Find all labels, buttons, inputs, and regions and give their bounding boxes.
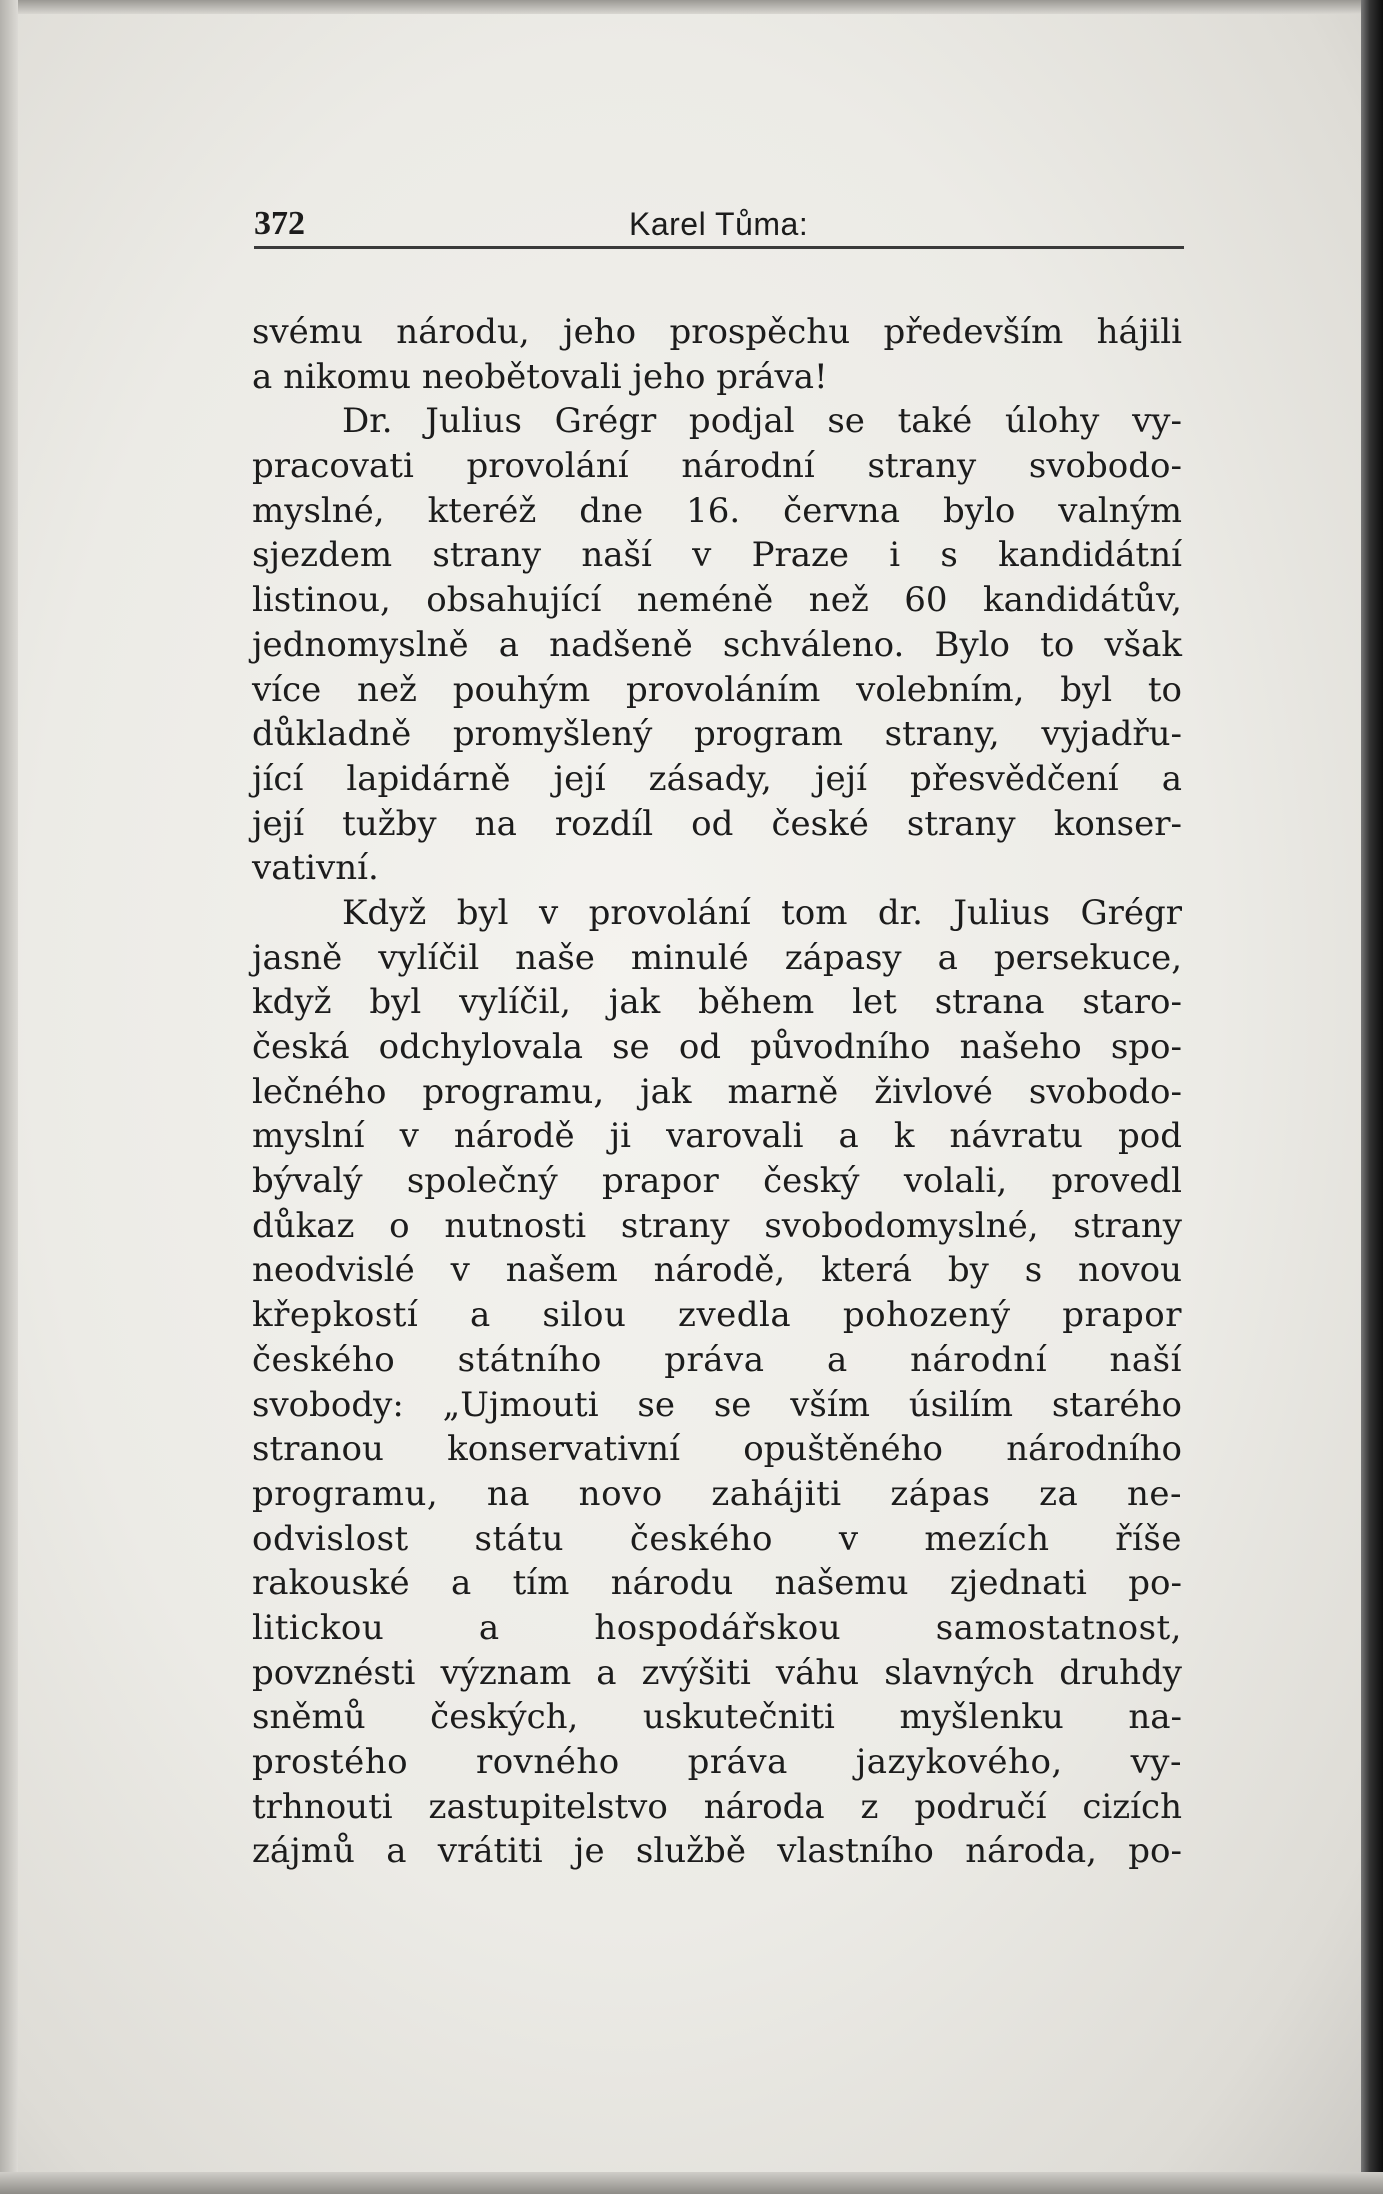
text-line: bývalý společný prapor český volali, provedl xyxy=(252,1161,1182,1202)
text-line: prostého rovného práva jazykového, vy- xyxy=(252,1742,1182,1782)
text-line: lečného programu, jak marně živlové svobodo- xyxy=(252,1071,1182,1112)
text-line: jící lapidárně její zásady, její přesvědčení a xyxy=(252,758,1182,799)
text-line: svému národu, jeho prospěchu především hájili xyxy=(252,312,1182,352)
text-line: důkladně promyšlený program strany, vyjadřu- xyxy=(252,714,1182,755)
text-line: když byl vylíčil, jak během let strana staro- xyxy=(252,982,1182,1023)
scan-edge-top xyxy=(0,0,1383,14)
text-line: Dr. Julius Grégr podjal se také úlohy vy- xyxy=(342,401,1182,442)
text-line: křepkostí a silou zvedla pohozený prapor xyxy=(252,1295,1182,1336)
text-line: sjezdem strany naší v Praze i s kandidátní xyxy=(252,535,1182,576)
text-line: důkaz o nutnosti strany svobodomyslné, strany xyxy=(252,1205,1182,1246)
body-text xyxy=(252,310,1182,1874)
text-line: programu, na novo zahájiti zápas za ne- xyxy=(252,1473,1182,1514)
text-line: trhnouti zastupitelstvo národa z područí cizích xyxy=(252,1786,1182,1827)
text-line: českého státního práva a národní naší xyxy=(252,1339,1182,1380)
text-line: odvislost státu českého v mezích říše xyxy=(252,1518,1182,1559)
text-line: svobody: „Ujmouti se se vším úsilím starého xyxy=(252,1384,1182,1425)
header-rule xyxy=(254,246,1184,249)
text-line: sněmů českých, uskutečniti myšlenku na- xyxy=(252,1697,1182,1738)
text-line: a nikomu neobětovali jeho práva! xyxy=(252,356,828,397)
scan-edge-right xyxy=(1361,0,1383,2194)
text-line: listinou, obsahující neméně než 60 kandidátův, xyxy=(252,580,1182,621)
text-line: stranou konservativní opuštěného národního xyxy=(252,1429,1182,1470)
text-line: její tužby na rozdíl od české strany konser- xyxy=(252,803,1182,844)
text-line: více než pouhým provoláním volebním, byl to xyxy=(252,669,1182,710)
running-header xyxy=(254,200,1184,246)
page-number: 372 xyxy=(254,205,305,242)
text-line: rakouské a tím národu našemu zjednati po- xyxy=(252,1563,1182,1604)
text-line: Když byl v provolání tom dr. Julius Grégr xyxy=(342,892,1182,933)
running-title: Karel Tůma: xyxy=(629,206,809,242)
text-line: pracovati provolání národní strany svobodo- xyxy=(252,446,1182,487)
text-line: česká odchylovala se od původního našeho spo- xyxy=(252,1027,1182,1067)
text-line: vativní. xyxy=(252,848,379,889)
text-line: myslní v národě ji varovali a k návratu pod xyxy=(252,1116,1182,1157)
text-line: neodvislé v našem národě, která by s novou xyxy=(252,1250,1182,1291)
scan-edge-bottom xyxy=(0,2172,1383,2194)
scan-edge-left xyxy=(0,0,18,2194)
text-line: myslné, kteréž dne 16. června bylo valným xyxy=(252,490,1182,531)
text-line: jasně vylíčil naše minulé zápasy a persekuce, xyxy=(252,937,1182,978)
text-line: jednomyslně a nadšeně schváleno. Bylo to však xyxy=(252,624,1182,665)
text-line: litickou a hospodářskou samostatnost, xyxy=(252,1607,1182,1648)
text-line: zájmů a vrátiti je službě vlastního národa, po- xyxy=(252,1831,1182,1872)
text-line: povznésti význam a zvýšiti váhu slavných druhdy xyxy=(252,1652,1182,1693)
